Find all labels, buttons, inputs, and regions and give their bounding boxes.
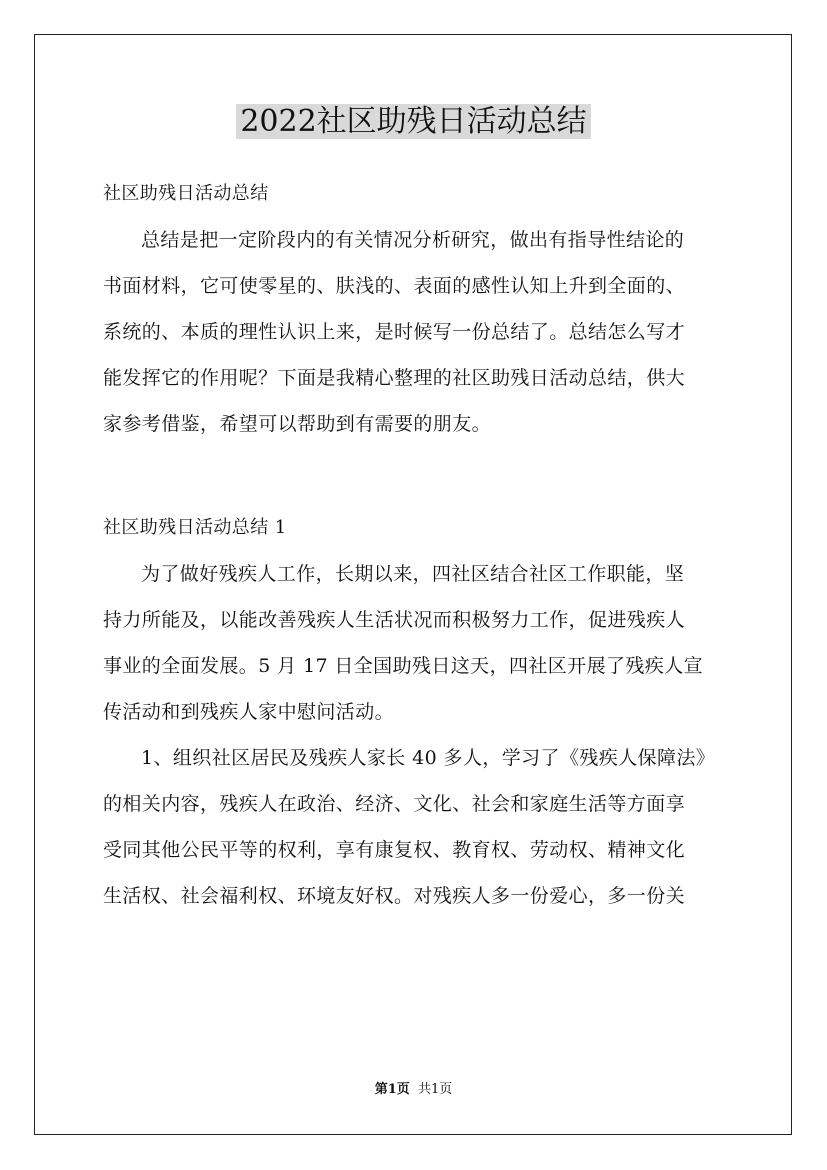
intro-line: 家参考借鉴，希望可以帮助到有需要的朋友。 bbox=[103, 413, 492, 435]
intro-line: 系统的、本质的理性认识上来，是时候写一份总结了。总结怎么写才 bbox=[103, 321, 686, 343]
document-body bbox=[103, 171, 725, 919]
section-line: 的相关内容，残疾人在政治、经济、文化、社会和家庭生活等方面享 bbox=[103, 793, 686, 815]
section-line: 持力所能及，以能改善残疾人生活状况而积极努力工作，促进残疾人 bbox=[103, 609, 686, 631]
subtitle: 社区助残日活动总结 bbox=[103, 183, 269, 204]
section-line: 为了做好残疾人工作，长期以来，四社区结合社区工作职能，坚 bbox=[141, 563, 685, 585]
page-total: 共1页 bbox=[418, 1082, 453, 1097]
intro-line: 书面材料，它可使零星的、肤浅的、表面的感性认知上升到全面的、 bbox=[103, 275, 686, 297]
section-line: 事业的全面发展。5 月 17 日全国助残日这天，四社区开展了残疾人宣 bbox=[103, 655, 703, 677]
section-heading: 社区助残日活动总结 1 bbox=[103, 517, 287, 538]
page-number: 第1页 bbox=[374, 1082, 410, 1097]
section-line: 1、组织社区居民及残疾人家长 40 多人，学习了《残疾人保障法》 bbox=[141, 747, 716, 769]
document-title-text: 2022社区助残日活动总结 bbox=[236, 104, 590, 139]
section-line: 传活动和到残疾人家中慰问活动。 bbox=[103, 701, 395, 723]
intro-line: 总结是把一定阶段内的有关情况分析研究，做出有指导性结论的 bbox=[141, 229, 685, 251]
intro-line: 能发挥它的作用呢？下面是我精心整理的社区助残日活动总结，供大 bbox=[103, 367, 686, 389]
paragraph-gap bbox=[103, 447, 725, 505]
section-line: 受同其他公民平等的权利，享有康复权、教育权、劳动权、精神文化 bbox=[103, 839, 686, 861]
section-line: 生活权、社会福利权、环境友好权。对残疾人多一份爱心，多一份关 bbox=[103, 885, 686, 907]
document-title bbox=[0, 100, 827, 144]
page-footer bbox=[0, 1080, 827, 1100]
